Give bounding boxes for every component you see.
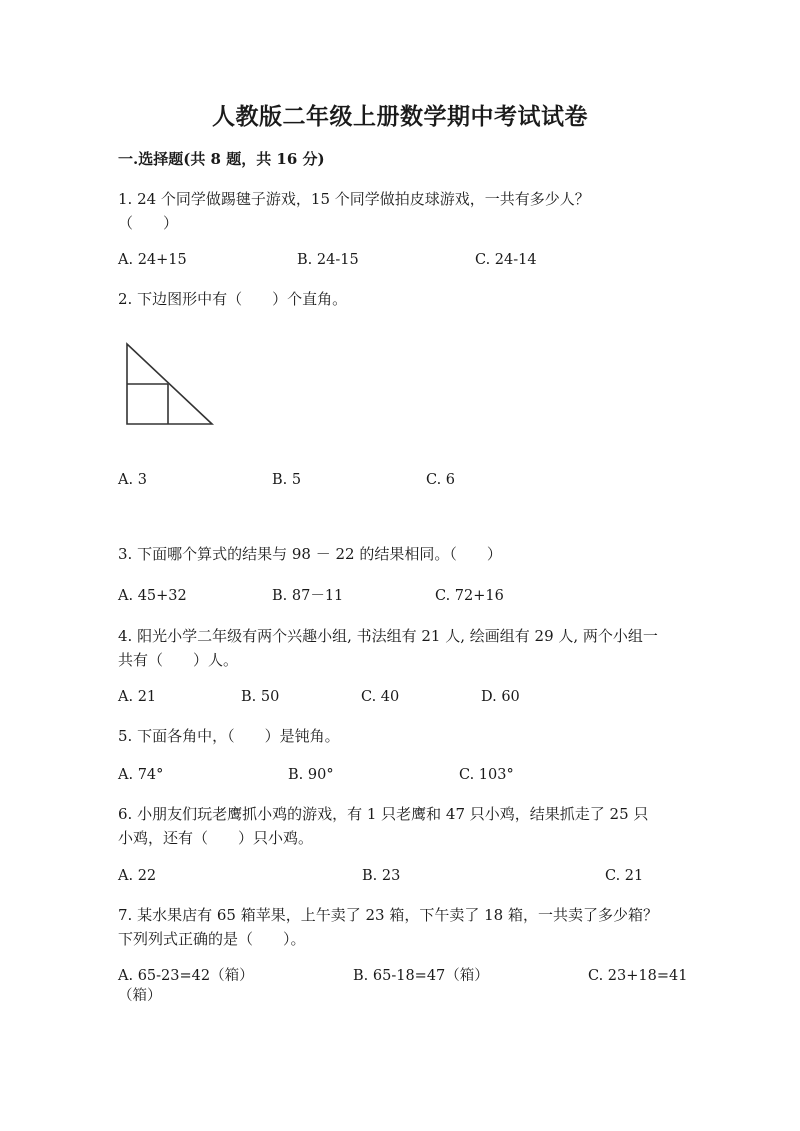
- question-5-option-c[interactable]: C. 103°: [459, 767, 514, 783]
- question-4-option-c[interactable]: C. 40: [361, 689, 400, 705]
- question-7: [118, 903, 690, 951]
- question-5: [118, 724, 690, 748]
- question-7-option-b[interactable]: B. 65-18=47（箱）: [353, 968, 489, 984]
- question-3: [118, 542, 690, 566]
- question-7-text-line2: 下列列式正确的是（ ）。: [118, 930, 306, 948]
- question-6-option-b[interactable]: B. 23: [362, 868, 401, 884]
- question-7-option-c[interactable]: C. 23+18=41: [588, 968, 688, 984]
- question-5-text: 5. 下面各角中，（ ）是钝角。: [118, 727, 340, 745]
- question-2-option-a[interactable]: A. 3: [118, 472, 147, 488]
- question-3-text: 3. 下面哪个算式的结果与 98 － 22 的结果相同。（ ）: [118, 545, 502, 563]
- question-1-text-line2: （ ）: [118, 214, 179, 232]
- question-4: [118, 624, 690, 672]
- question-2-text: 2. 下边图形中有（ ）个直角。: [118, 290, 348, 308]
- question-1-option-a[interactable]: A. 24+15: [118, 252, 187, 268]
- question-1-text: 1. 24 个同学做踢毽子游戏，15 个同学做拍皮球游戏，一共有多少人？: [118, 190, 590, 208]
- question-4-option-a[interactable]: A. 21: [118, 689, 157, 705]
- question-7-text: 7. 某水果店有 65 箱苹果，上午卖了 23 箱，下午卖了 18 箱，一共卖了多少箱？: [118, 906, 658, 924]
- question-5-option-b[interactable]: B. 90°: [288, 767, 334, 783]
- question-4-text-line2: 共有（ ）人。: [118, 651, 239, 669]
- question-7-option-a[interactable]: A. 65-23=42（箱）: [118, 968, 254, 984]
- question-1-option-b[interactable]: B. 24-15: [297, 252, 359, 268]
- question-4-text: 4. 阳光小学二年级有两个兴趣小组, 书法组有 21 人, 绘画组有 29 人, 两个小组一: [118, 627, 658, 645]
- question-6-option-c[interactable]: C. 21: [605, 868, 644, 884]
- question-2-option-b[interactable]: B. 5: [272, 472, 302, 488]
- question-3-option-c[interactable]: C. 72+16: [435, 588, 504, 604]
- question-3-option-b[interactable]: B. 87－11: [272, 588, 344, 604]
- question-2-option-c[interactable]: C. 6: [426, 472, 456, 488]
- page-title: 人教版二年级上册数学期中考试试卷: [212, 103, 588, 130]
- question-1: [118, 187, 690, 235]
- question-7-option-c-unit: （箱）: [118, 988, 162, 1004]
- question-6: [118, 802, 690, 850]
- question-1-option-c[interactable]: C. 24-14: [475, 252, 537, 268]
- question-6-option-a[interactable]: A. 22: [118, 868, 157, 884]
- section-heading: 一.选择题(共 8 题，共 16 分): [118, 150, 325, 168]
- question-3-option-a[interactable]: A. 45+32: [118, 588, 187, 604]
- triangle-square-figure: [120, 340, 220, 432]
- question-6-text: 6. 小朋友们玩老鹰抓小鸡的游戏，有 1 只老鹰和 47 只小鸡，结果抓走了 25 只: [118, 805, 649, 823]
- question-4-option-d[interactable]: D. 60: [481, 689, 520, 705]
- question-6-text-line2: 小鸡，还有（ ）只小鸡。: [118, 829, 314, 847]
- question-5-option-a[interactable]: A. 74°: [118, 767, 164, 783]
- question-2: [118, 287, 690, 311]
- question-4-option-b[interactable]: B. 50: [241, 689, 280, 705]
